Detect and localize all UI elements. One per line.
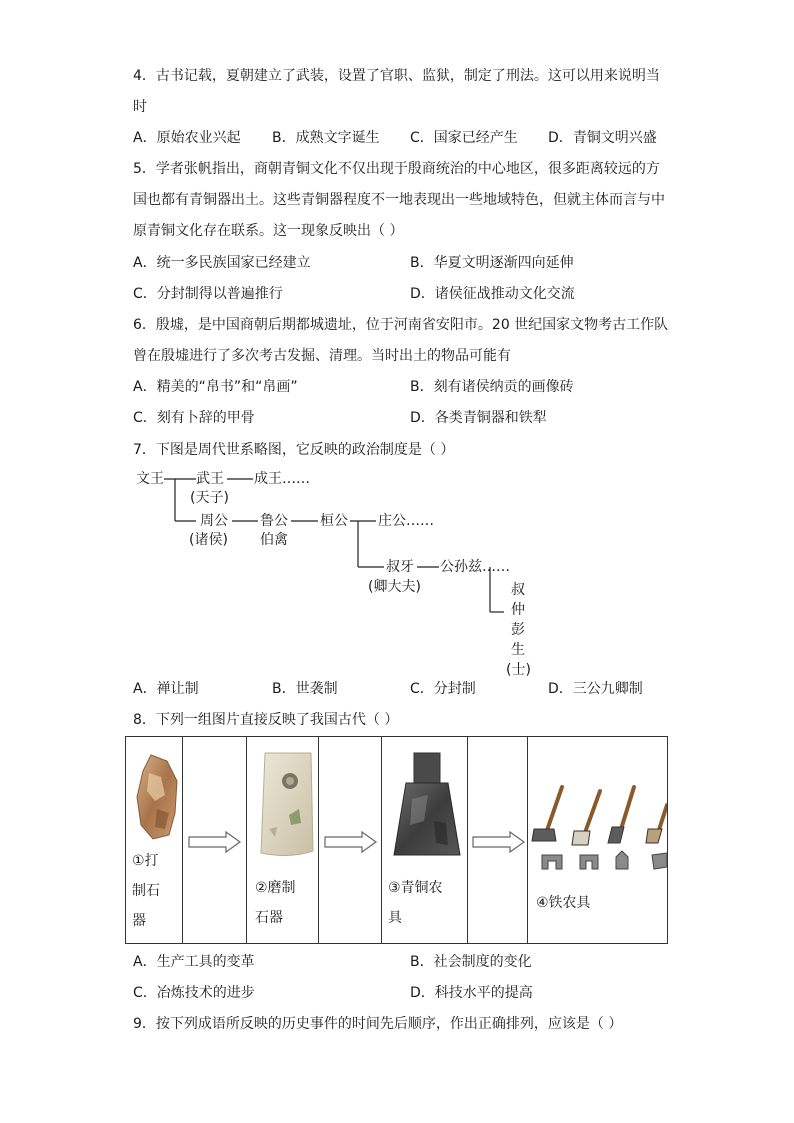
node-boqin: 伯禽 (260, 532, 288, 548)
right-arrow-icon (324, 831, 378, 853)
q5-option-c: C．分封制得以普遍推行 (133, 286, 283, 302)
q4-stem-line1: 4．古书记载，夏朝建立了武装，设置了官职、监狱，制定了刑法。这可以用来说明当 (133, 68, 660, 84)
q8-option-a: A．生产工具的变革 (133, 954, 255, 970)
node-zhougong: 周公 (200, 513, 228, 529)
node-wuwang: 武王 (196, 471, 224, 487)
q6-option-c: C．刻有卜辞的甲骨 (133, 410, 255, 426)
label-qingdafu: (卿大夫) (368, 579, 421, 595)
caption-chipped-stone: ①打 制石 器 (132, 853, 160, 929)
chipped-stone-tool-image (131, 751, 181, 841)
q5-option-b: B．华夏文明逐渐四向延伸 (410, 255, 574, 271)
q8-option-b: B．社会制度的变化 (410, 954, 532, 970)
q6-option-b: B．刻有诸侯纳贡的画像砖 (410, 379, 574, 395)
node-wenwang: 文王 (136, 471, 164, 487)
node-chengwang: 成王…… (254, 471, 310, 487)
q6-option-d: D．各类青铜器和铁犁 (410, 410, 547, 426)
q4-stem-line2: 时 (133, 99, 147, 115)
q5-option-a: A．统一多民族国家已经建立 (133, 255, 311, 271)
q4-option-c: C．国家已经产生 (410, 130, 518, 146)
q4-option-b: B．成熟文字诞生 (272, 130, 380, 146)
cell-polished-stone (247, 737, 319, 943)
node-huangong: 桓公 (320, 513, 348, 529)
q7-option-b: B．世袭制 (272, 681, 338, 697)
q5-stem-line3: 原青铜文化存在联系。这一现象反映出（ ） (133, 223, 404, 239)
q4-option-d: D．青铜文明兴盛 (548, 130, 657, 146)
bronze-farm-tool-image (388, 751, 464, 861)
cell-iron-tools (528, 737, 667, 943)
caption-iron-tools: ④铁农具 (536, 895, 591, 911)
node-zhuanggong: 庄公…… (378, 513, 434, 529)
q5-stem-line2: 国也都有青铜器出土。这些青铜器程度不一地表现出一些地域特色，但就主体而言与中 (133, 192, 665, 208)
right-arrow-icon (188, 831, 242, 853)
cell-chipped-stone (126, 737, 183, 943)
cell-arrow-3 (468, 737, 528, 943)
node-shuya: 叔牙 (386, 559, 414, 575)
q9-stem: 9．按下列成语所反映的历史事件的时间先后顺序，作出正确排列，应该是（ ） (133, 1016, 623, 1032)
label-zhuhou: (诸侯) (189, 532, 228, 548)
iron-farm-tools-image (528, 781, 667, 871)
tool-evolution-table (125, 736, 668, 944)
polished-stone-tool-image (255, 751, 317, 859)
q4-option-a: A．原始农业兴起 (133, 130, 241, 146)
q7-option-c: C．分封制 (410, 681, 476, 697)
q8-stem: 8．下列一组图片直接反映了我国古代（ ） (133, 712, 399, 728)
q5-stem-line1: 5．学者张帆指出，商朝青铜文化不仅出现于殷商统治的中心地区，很多距离较远的方 (133, 161, 660, 177)
q8-option-c: C．冶炼技术的进步 (133, 985, 255, 1001)
q6-option-a: A．精美的“帛书”和“帛画” (133, 379, 298, 395)
right-arrow-icon (472, 831, 526, 853)
cell-bronze-tool (382, 737, 468, 943)
cell-arrow-1 (183, 737, 247, 943)
caption-polished-stone: ②磨制 石器 (255, 880, 296, 926)
node-lugong: 鲁公 (260, 513, 288, 529)
q7-stem: 7．下图是周代世系略图，它反映的政治制度是（ ） (133, 442, 455, 458)
cell-arrow-2 (319, 737, 382, 943)
q6-stem-line1: 6．殷墟，是中国商朝后期都城遗址，位于河南省安阳市。20 世纪国家文物考古工作队 (133, 317, 669, 333)
caption-bronze-tool: ③青铜农 具 (388, 880, 443, 926)
q6-stem-line2: 曾在殷墟进行了多次考古发掘、清理。当时出土的物品可能有 (133, 348, 511, 364)
q7-option-d: D．三公九卿制 (548, 681, 643, 697)
node-shu-zhong-peng-sheng: 叔 仲 彭 生 (士) (506, 582, 531, 678)
label-tianzi: (天子) (190, 490, 229, 506)
q5-option-d: D．诸侯征战推动文化交流 (410, 286, 575, 302)
q8-option-d: D．科技水平的提高 (410, 985, 533, 1001)
node-gongsunzi: 公孙兹…… (440, 559, 510, 575)
q7-option-a: A．禅让制 (133, 681, 199, 697)
